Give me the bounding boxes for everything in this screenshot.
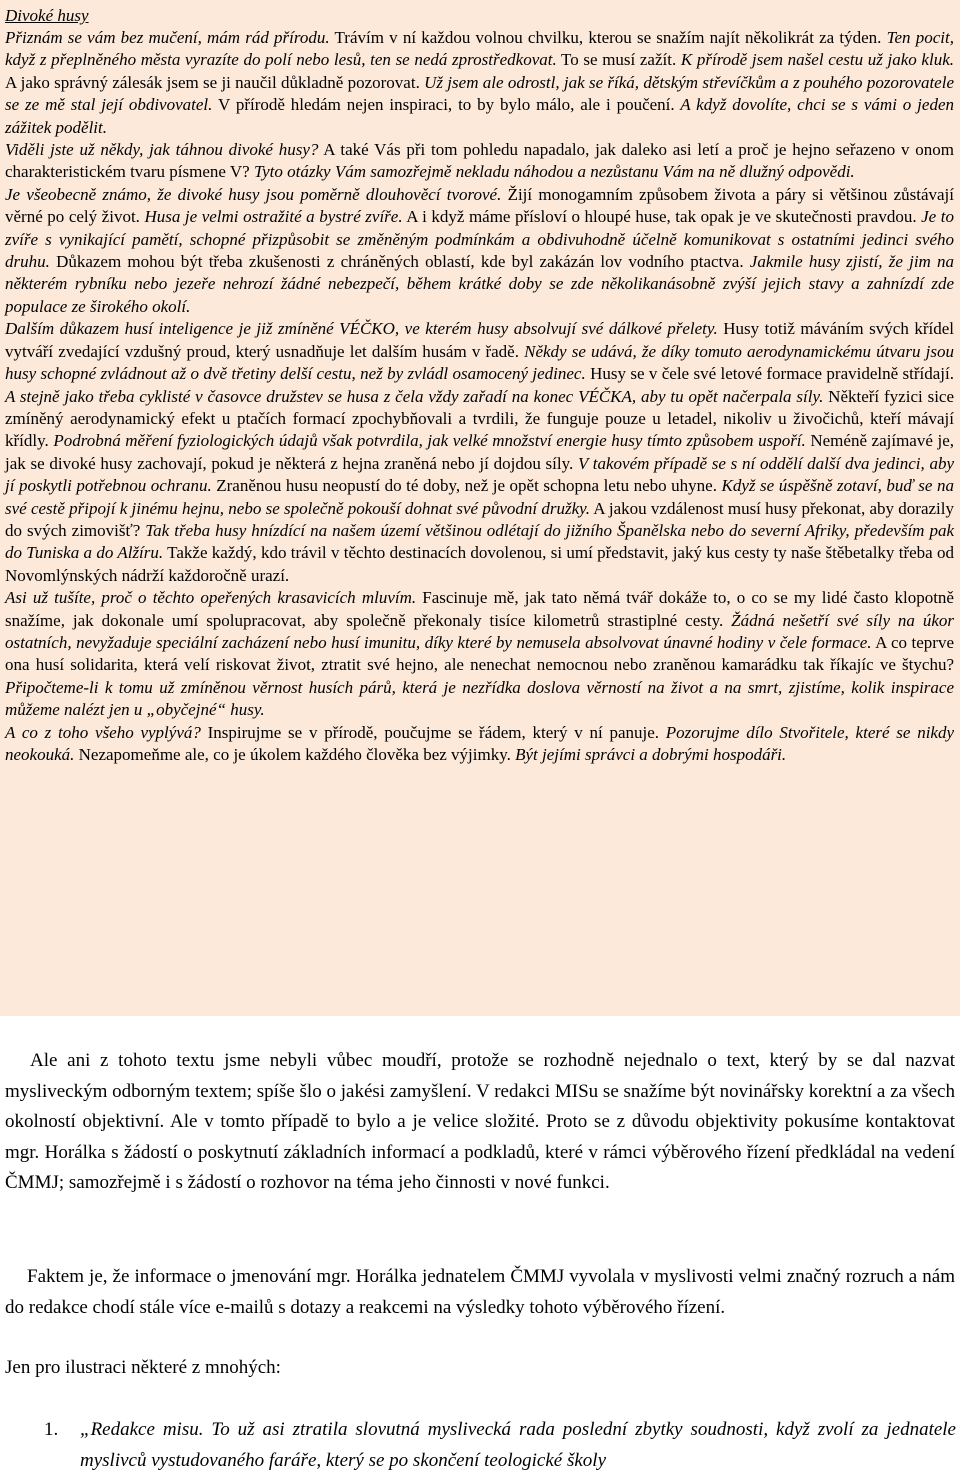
sentence: Pozorujme dílo Stvořitele, které se nikdy neokouká. bbox=[5, 722, 955, 764]
sentence: To se musí zažít. bbox=[556, 50, 677, 70]
sentence: Neméně zajímavé je, jak se divoké husy zachovají, pokud je některá z hejna zraněná nebo jí dojdou síly. bbox=[5, 431, 954, 473]
sentence: Už jsem ale odrostl, jak se říká, dětským střevíčkům a z pouhého pozorovatele se ze mě stal její obdivovatel. bbox=[5, 72, 954, 115]
sentence: A jako správný zálesák jsem se ji naučil důkladně pozorovat. bbox=[5, 72, 420, 92]
sentence: A i když máme přísloví o hloupé huse, tak opak je ve skutečnosti pravdou. bbox=[402, 207, 917, 227]
article-paragraph bbox=[5, 587, 954, 721]
sentence: Dalším důkazem husí inteligence je již zmíněné VÉČKO, ve kterém husy absolvují své dálkové přelety. bbox=[5, 319, 718, 339]
sentence: Inspirujme se v přírodě, poučujme se řádem, který v ní panuje. bbox=[200, 722, 660, 742]
sentence: Fascinuje mě, jak tato němá tvář dokáže to, o co se my lidé často klopotně snažíme, jak dokonale umí spolupracovat, aby společně překonaly tisíce kilometrů strastiplné cesty. bbox=[5, 588, 954, 630]
sentence: A co teprve ona husí solidarita, která velí riskovat život, ztratit své hejno, ale nenechat nemocnou nebo zraněnou kamarádku tak říkajíc ve štychu? bbox=[5, 632, 954, 675]
sentence: K přírodě jsem našel cestu už jako kluk. bbox=[676, 50, 954, 70]
sentence: Ten pocit, když z přeplněného města vyrazíte do polí nebo lesů, ten se nedá zprostředkovat. bbox=[5, 28, 954, 70]
sentence: Zraněnou husu neopustí do té doby, než je opět schopna letu nebo uhyne. bbox=[211, 476, 717, 496]
sentence: Když se úspěšně zotaví, buď se na své cestě připojí k jinému hejnu, nebo se společně pokouší dohnat své původní družky. bbox=[5, 476, 954, 518]
list-item-text: „Redakce misu. To už asi ztratila slovutná myslivecká rada poslední zbytky soudnosti, když zvolí za jednatele myslivců vystudovaného faráře, který se po skončení teologické školy bbox=[80, 1419, 956, 1471]
sentence: Důkazem mohou být třeba zkušenosti z chráněných oblastí, kde byl zakázán lov vodního ptactva. bbox=[49, 252, 744, 272]
article-paragraph bbox=[5, 722, 954, 767]
sentence: Husa je velmi ostražité a bystré zvíře. bbox=[139, 207, 403, 227]
sentence: Nezapomeňme ale, co je úkolem každého člověka bez výjimky. bbox=[74, 745, 511, 764]
body-paragraph: Jen pro ilustraci některé z mnohých: bbox=[5, 1357, 281, 1378]
article-paragraph bbox=[5, 27, 954, 139]
sentence: Někteří fyzici sice zmíněný aerodynamický efekt u ptačích formací zpochybňovali a tvrdili, že funguje pouze u letadel, nikoliv u živočichů, kteří mávají křídly. bbox=[5, 386, 955, 451]
sentence: Žádná nešetří své síly na úkor ostatních, nevyžaduje speciální zacházení nebo husí imunitu, díky které by nemusela absolvovat únavné hodiny v čele formace. bbox=[5, 610, 955, 652]
sentence: Být jejími správci a dobrými hospodáři. bbox=[510, 745, 787, 764]
sentence: Trávím v ní každou volnou chvilku, kterou se snažím najít několikrát za týden. bbox=[329, 28, 882, 47]
sentence: Tyto otázky Vám samozřejmě nekladu náhodou a nezůstanu Vám na ně dlužný odpovědi. bbox=[249, 162, 855, 182]
sentence: Jakmile husy zjistí, že jim na některém rybníku nebo jezeře nehrozí žádné nebezpečí, během krátké doby se zde několikanásobně zvýší jejich stavy a zahnízdí zde populace ze širokého okolí. bbox=[5, 252, 955, 316]
sentence: Asi už tušíte, proč o těchto opeřených krasavicích mluvím. bbox=[5, 588, 417, 608]
sentence: A také Vás při tom pohledu napadalo, jak daleko asi letí a proč je hejno seřazeno v onom charakteristickém tvaru písmene V? bbox=[5, 140, 954, 182]
sentence: A co z toho všeho vyplývá? bbox=[5, 722, 201, 742]
sentence: Podrobná měření fyziologických údajů však potvrdila, jak velké množství energie husy tímto způsobem uspoří. bbox=[48, 431, 806, 451]
sentence: Tak třeba husy hnízdící na našem území většinou odlétají do jižního Španělska nebo do severní Afriky, především pak do Tuniska a do Alžíru. bbox=[5, 520, 954, 563]
sentence: Husy se v čele své letové formace pravidelně střídají. bbox=[585, 364, 954, 384]
sentence: V takovém případě se s ní oddělí další dva jedinci, aby jí poskytli potřebnou ochranu. bbox=[5, 453, 954, 496]
sentence: Připočteme-li k tomu už zmíněnou věrnost husích párů, která je nezřídka doslova věrností na život a na smrt, zjistíme, kolik inspirace můžeme nalézt jen u „obyčejné“ husy. bbox=[5, 677, 954, 720]
sentence: Přiznám se vám bez mučení, mám rád přírodu. bbox=[5, 28, 330, 47]
sentence: Žijí monogamním způsobem života a páry si většinou zůstávají věrné po celý život. bbox=[5, 184, 955, 227]
sentence: Husy totiž máváním svých křídel vytváří zvedající vzdušný proud, který usnadňuje let dalším husám v řadě. bbox=[5, 319, 954, 361]
article-paragraph bbox=[5, 318, 954, 587]
sentence: Viděli jste už někdy, jak táhnou divoké husy? bbox=[5, 140, 319, 160]
body-paragraph: Faktem je, že informace o jmenování mgr. Horálka jednatelem ČMMJ vyvolala v myslivosti velmi značný rozruch a nám do redakce chodí stále více e-mailů s dotazy a reakcemi na výsledky tohoto výběrového řízení. bbox=[5, 1266, 955, 1318]
sentence: Takže každý, kdo trávil v těchto destinacích dovolenou, si umí představit, jaký kus cesty ty naše štěbetalky třeba od Novomlýnských nádrží každoročně urazí. bbox=[5, 543, 955, 585]
sentence: A jakou vzdálenost musí husy překonat, aby dorazily do svých zimovišť? bbox=[5, 498, 954, 540]
article-paragraph bbox=[5, 139, 954, 184]
body-paragraph: Ale ani z tohoto textu jsme nebyli vůbec moudří, protože se rozhodně nejednalo o text, který by se dal nazvat mysliveckým odborným textem; spíše šlo o jakési zamyšlení. V redakci MISu se snažíme být novinářsky korektní a za všech okolností objektivní. Ale v tomto případě to bylo a je velice složité. Proto se z důvodu objektivity pokusíme kontaktovat mgr. Horálka s žádostí o poskytnutí základních informací a podkladů, které v rámci výběrového řízení předkládal na vedení ČMMJ; samozřejmě i s žádostí o rozhovor na téma jeho činnosti v nové funkci. bbox=[5, 1050, 955, 1193]
sentence: Někdy se udává, že díky tomuto aerodynamickému útvaru jsou husy schopné zvládnout až o dvě třetiny delší cestu, než by zvládl osamocený jedinec. bbox=[5, 341, 954, 384]
sentence: V přírodě hledám nejen inspiraci, to by bylo málo, ale i poučení. bbox=[212, 95, 675, 115]
list-item-number: 1. bbox=[44, 1419, 59, 1440]
sentence: Je to zvíře s vynikající pamětí, schopné přizpůsobit se změněným podmínkám a obdivuhodně účelně komunikovat s ostatními jedinci svého druhu. bbox=[5, 207, 954, 272]
article-paragraph bbox=[5, 184, 954, 318]
sentence: Je všeobecně známo, že divoké husy jsou poměrně dlouhověcí tvorové. bbox=[5, 184, 502, 204]
article-title: Divoké husy bbox=[5, 6, 89, 25]
sentence: A když dovolíte, chci se s vámi o jeden zážitek podělit. bbox=[5, 95, 955, 137]
sentence: A stejně jako třeba cyklisté v časovce družstev se husa z čela vždy zařadí na konec VÉČKA, aby tu opět načerpala síly. bbox=[5, 386, 824, 406]
list-item bbox=[44, 1415, 956, 1476]
